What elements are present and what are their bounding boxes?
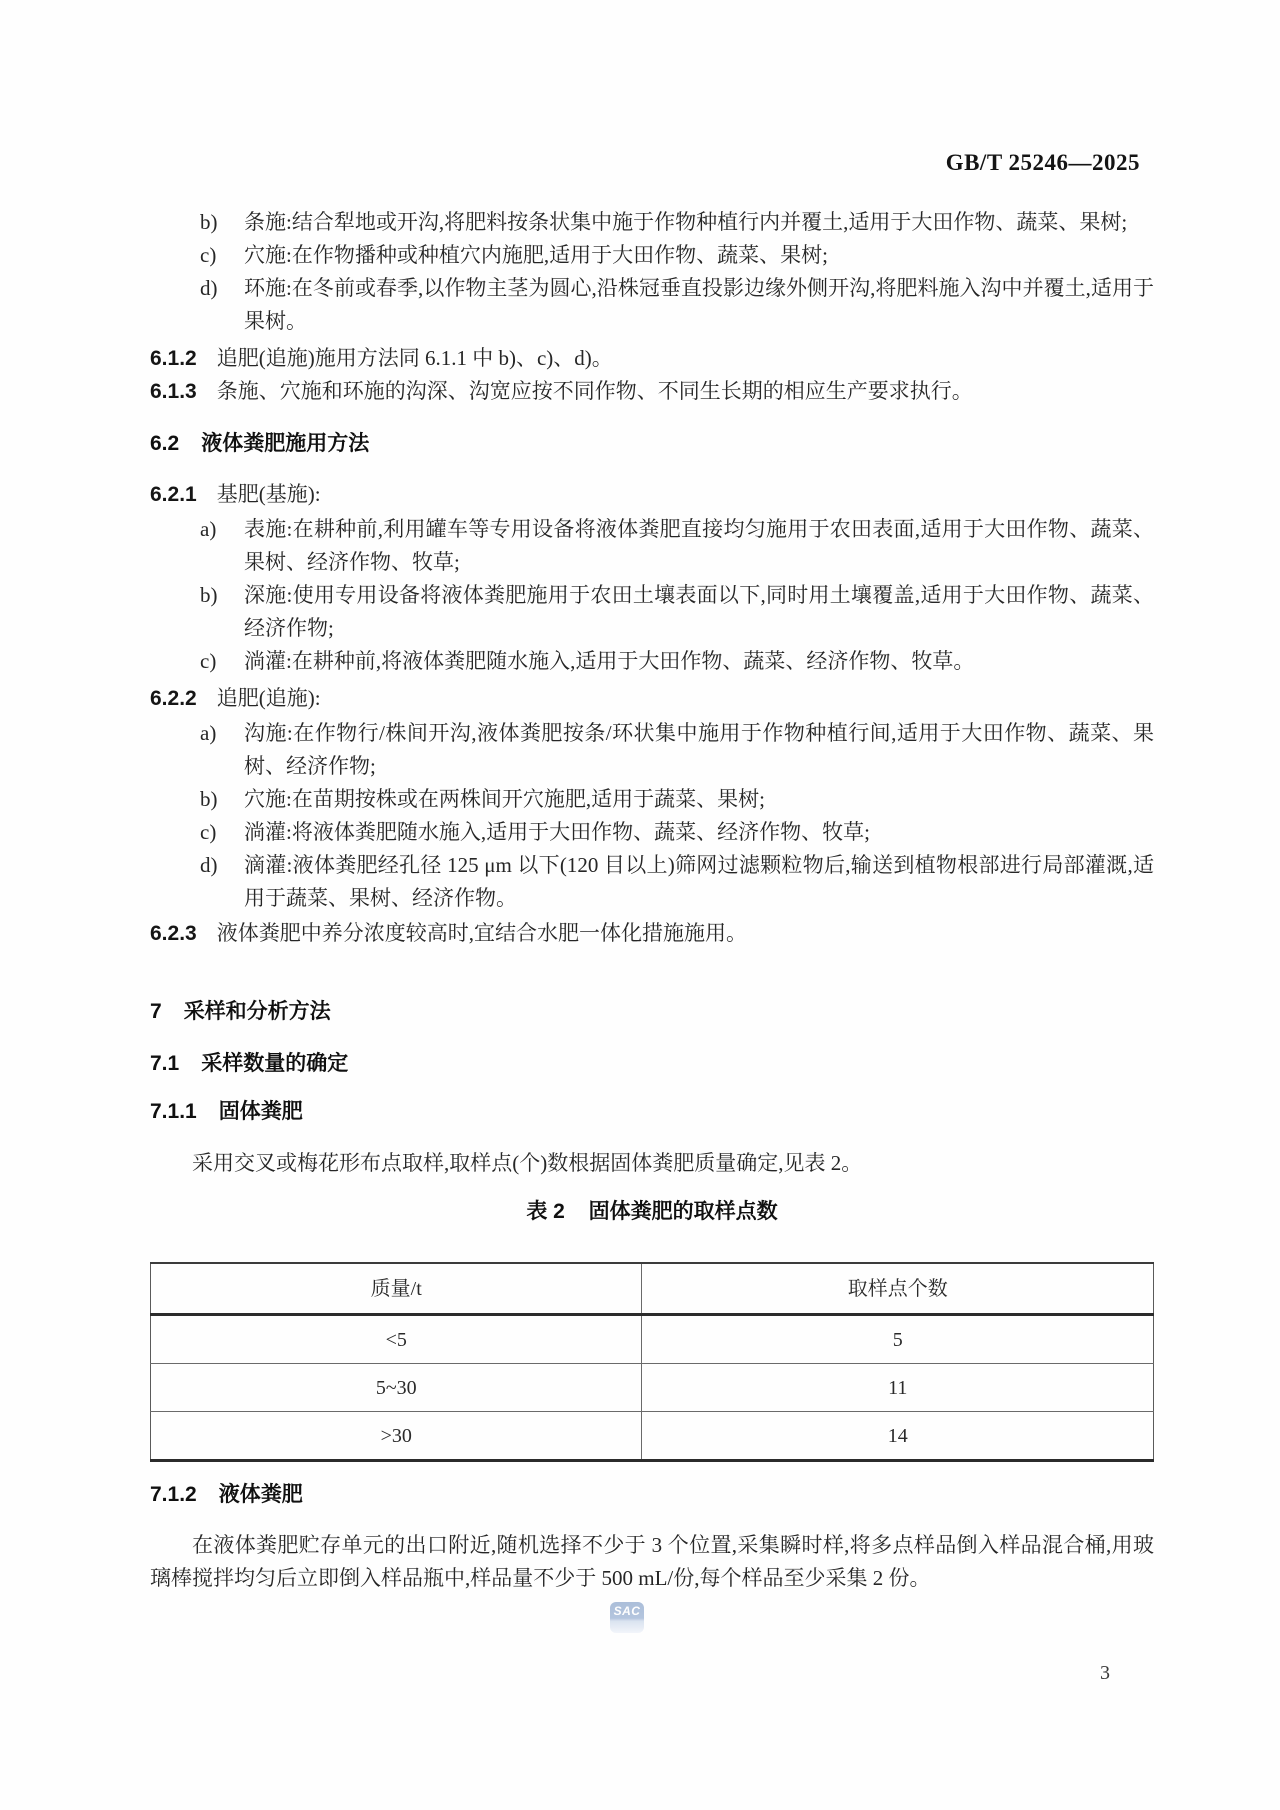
- list-item-text: 环施:在冬前或春季,以作物主茎为圆心,沿株冠垂直投影边缘外侧开沟,将肥料施入沟中并覆土,适用于果树。: [244, 276, 1154, 333]
- list-item-621-a: [150, 513, 1154, 579]
- list-item-text: 淌灌:在耕种前,将液体粪肥随水施入,适用于大田作物、蔬菜、经济作物、牧草。: [244, 649, 975, 673]
- list-item-letter: c): [200, 649, 217, 673]
- heading-6-2: [150, 427, 1154, 460]
- table-caption: [150, 1195, 1154, 1228]
- table-header-mass: 质量/t: [151, 1263, 642, 1315]
- clause-number: 6.2.2: [150, 687, 197, 710]
- list-item-letter: c): [200, 243, 217, 267]
- list-item-letter: c): [200, 820, 217, 844]
- table-cell-mass: <5: [151, 1315, 642, 1364]
- heading-text: 液体粪肥施用方法: [201, 432, 370, 455]
- list-item-letter: b): [200, 583, 218, 607]
- list-item-text: 表施:在耕种前,利用罐车等专用设备将液体粪肥直接均匀施用于农田表面,适用于大田作物、蔬菜、果树、经济作物、牧草;: [244, 517, 1154, 574]
- list-item-text: 滴灌:液体粪肥经孔径 125 μm 以下(120 目以上)筛网过滤颗粒物后,输送到植物根部进行局部灌溉,适用于蔬菜、果树、经济作物。: [244, 853, 1154, 910]
- table-cell-points: 5: [892, 1328, 903, 1351]
- list-item-text: 穴施:在作物播种或种植穴内施肥,适用于大田作物、蔬菜、果树;: [244, 243, 828, 267]
- list-item-text: 条施:结合犁地或开沟,将肥料按条状集中施于作物种植行内并覆土,适用于大田作物、蔬菜、果树;: [244, 210, 1128, 234]
- list-item-622-b: [150, 783, 1154, 816]
- clause-text: 液体粪肥中养分浓度较高时,宜结合水肥一体化措施施用。: [216, 921, 747, 945]
- clause-6-2-1: [150, 478, 1154, 511]
- table-cell-mass: 5~30: [151, 1364, 642, 1412]
- table-caption-label: 表 2: [526, 1200, 565, 1223]
- list-item-letter: b): [200, 787, 218, 811]
- page-number: 3: [1100, 1662, 1110, 1684]
- heading-text: 固体粪肥: [218, 1100, 303, 1123]
- list-item-621-c: [150, 645, 1154, 678]
- clause-6-1-2: [150, 342, 1154, 375]
- list-item-622-d: [150, 849, 1154, 915]
- list-item-text: 沟施:在作物行/株间开沟,液体粪肥按条/环状集中施用于作物种植行间,适用于大田作物、蔬菜、果树、经济作物;: [244, 721, 1154, 778]
- list-item-letter: a): [200, 721, 217, 745]
- table-cell-points: 11: [642, 1364, 1154, 1412]
- heading-number: 7.1: [150, 1052, 180, 1075]
- heading-number: 7.1.2: [150, 1483, 197, 1506]
- table-row: [151, 1315, 1154, 1364]
- sac-watermark-label: SAC: [613, 1604, 641, 1618]
- heading-number: 7: [150, 1000, 162, 1023]
- table-row: [151, 1364, 1154, 1412]
- heading-text: 液体粪肥: [218, 1483, 303, 1506]
- heading-number: 7.1.1: [150, 1100, 197, 1123]
- page-content: [150, 206, 1154, 1595]
- list-item-621-b: [150, 579, 1154, 645]
- paragraph-711: 采用交叉或梅花形布点取样,取样点(个)数根据固体粪肥质量确定,见表 2。: [192, 1151, 863, 1175]
- table-header-points: 取样点个数: [642, 1263, 1154, 1315]
- list-item-611-c: [150, 239, 1154, 272]
- heading-7: [150, 995, 1154, 1028]
- heading-7-1-2: [150, 1478, 1154, 1511]
- table-cell-mass: >30: [151, 1412, 642, 1461]
- clause-number: 6.2.1: [150, 483, 197, 506]
- list-item-letter: d): [200, 276, 218, 300]
- list-item-letter: a): [200, 517, 217, 541]
- table-caption-title: 固体粪肥的取样点数: [588, 1200, 778, 1223]
- clause-text: 追肥(追施):: [216, 686, 321, 710]
- list-item-letter: d): [200, 853, 218, 877]
- heading-7-1-1: [150, 1095, 1154, 1128]
- standard-number: GB/T 25246—2025: [945, 150, 1140, 175]
- heading-text: 采样数量的确定: [201, 1052, 349, 1075]
- sampling-points-table: [150, 1262, 1154, 1462]
- clause-number: 6.2.3: [150, 922, 197, 945]
- list-item-text: 深施:使用专用设备将液体粪肥施用于农田土壤表面以下,同时用土壤覆盖,适用于大田作物、蔬菜、经济作物;: [244, 583, 1154, 640]
- clause-6-2-3: [150, 917, 1154, 950]
- clause-6-1-3: [150, 375, 1154, 408]
- list-item-622-a: [150, 717, 1154, 783]
- heading-number: 6.2: [150, 432, 180, 455]
- list-item-text: 淌灌:将液体粪肥随水施入,适用于大田作物、蔬菜、经济作物、牧草;: [244, 820, 870, 844]
- list-item-611-b: [150, 206, 1154, 239]
- clause-text: 追肥(追施)施用方法同 6.1.1 中 b)、c)、d)。: [216, 346, 613, 370]
- clause-text: 条施、穴施和环施的沟深、沟宽应按不同作物、不同生长期的相应生产要求执行。: [216, 379, 973, 403]
- list-item-text: 穴施:在苗期按株或在两株间开穴施肥,适用于蔬菜、果树;: [244, 787, 765, 811]
- clause-number: 6.1.2: [150, 347, 197, 370]
- paragraph-712: 在液体粪肥贮存单元的出口附近,随机选择不少于 3 个位置,采集瞬时样,将多点样品倒入样品混合桶,用玻璃棒搅拌均匀后立即倒入样品瓶中,样品量不少于 500 mL/份,每个样品至少采集 2 份。: [150, 1533, 1154, 1590]
- list-item-611-d: [150, 272, 1154, 338]
- heading-text: 采样和分析方法: [183, 1000, 331, 1023]
- table-cell-points: 14: [642, 1412, 1154, 1461]
- heading-7-1: [150, 1047, 1154, 1080]
- list-item-letter: b): [200, 210, 218, 234]
- table-header-row: [151, 1263, 1154, 1315]
- clause-text: 基肥(基施):: [216, 482, 321, 506]
- table-row: [151, 1412, 1154, 1461]
- clause-6-2-2: [150, 682, 1154, 715]
- list-item-622-c: [150, 816, 1154, 849]
- clause-number: 6.1.3: [150, 380, 197, 403]
- sac-watermark: [610, 1602, 644, 1633]
